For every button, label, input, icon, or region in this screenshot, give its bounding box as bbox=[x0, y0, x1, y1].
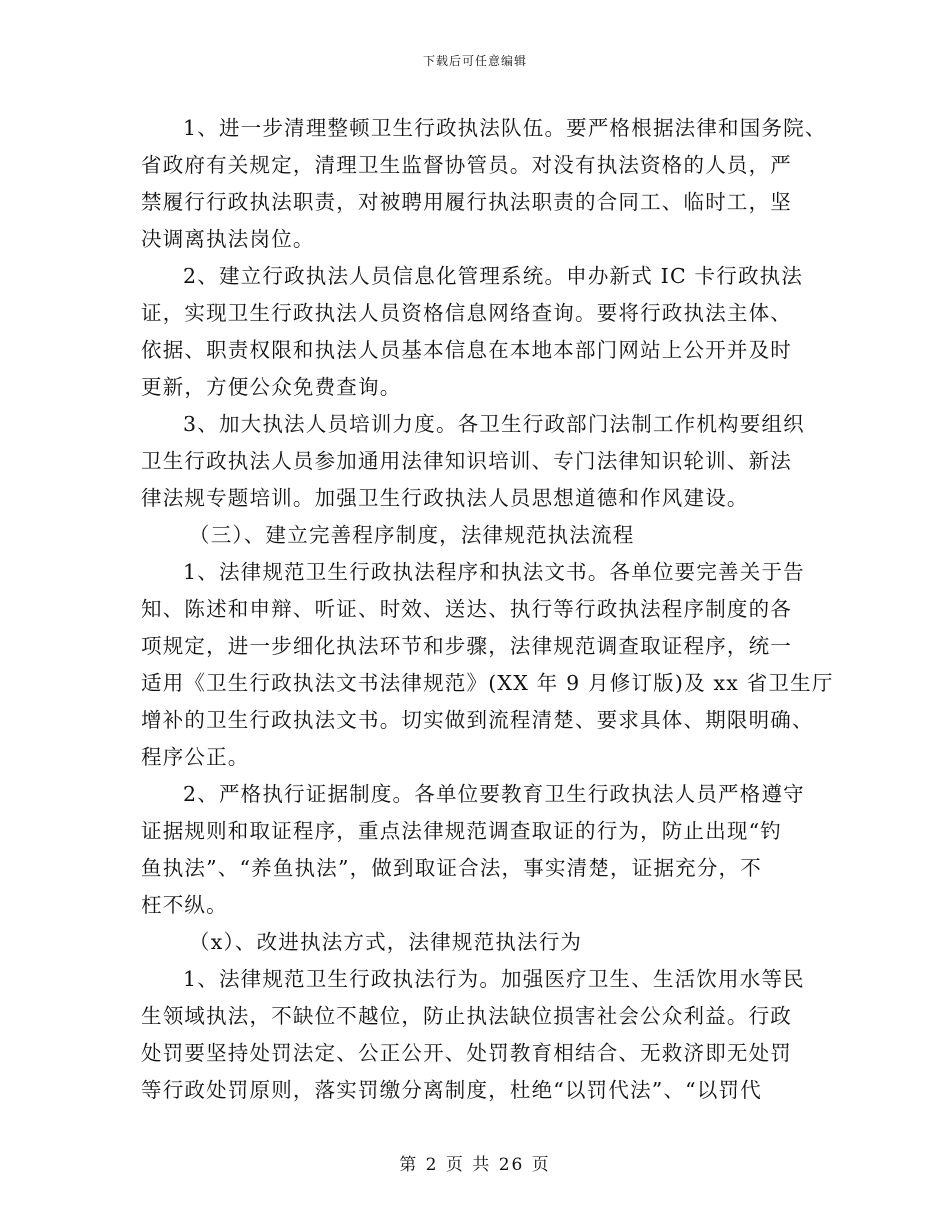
text-line: 处罚要坚持处罚法定、公正公开、处罚教育相结合、无救济即无处罚 bbox=[141, 1041, 792, 1065]
text-line: 2、严格执行证据制度。各单位要教育卫生行政执法人员严格遵守 bbox=[183, 782, 805, 806]
text-line: 证，实现卫生行政执法人员资格信息网络查询。要将行政执法主体、 bbox=[141, 301, 792, 325]
text-line: 1、法律规范卫生行政执法程序和执法文书。各单位要完善关于告 bbox=[183, 560, 805, 584]
text-line: 项规定，进一步细化执法环节和步骤，法律规范调查取证程序，统一 bbox=[141, 634, 792, 658]
text-line: 决调离执法岗位。 bbox=[141, 227, 315, 251]
text-line: 3、加大执法人员培训力度。各卫生行政部门法制工作机构要组织 bbox=[183, 412, 805, 436]
header-note: 下载后可任意编辑 bbox=[422, 54, 527, 68]
section-heading: （x）、改进执法方式，法律规范执法行为 bbox=[189, 930, 583, 954]
text-line: 鱼执法”、“养鱼执法”，做到取证合法，事实清楚，证据充分，不 bbox=[141, 856, 762, 880]
text-line: 程序公正。 bbox=[141, 745, 250, 769]
text-line: 等行政处罚原则，落实罚缴分离制度，杜绝“以罚代法”、“以罚代 bbox=[141, 1078, 762, 1102]
text-line: 证据规则和取证程序，重点法律规范调查取证的行为，防止出现“钓 bbox=[141, 819, 782, 843]
text-line: 禁履行行政执法职责，对被聘用履行执法职责的合同工、临时工，坚 bbox=[141, 190, 792, 214]
text-line: 适用《卫生行政执法文书法律规范》(XX 年 9 月修订版)及 xx 省卫生厅 bbox=[141, 671, 834, 695]
document-body bbox=[141, 110, 834, 1109]
text-line: 1、进一步清理整顿卫生行政执法队伍。要严格根据法律和国务院、 bbox=[183, 116, 827, 140]
text-line: 省政府有关规定，清理卫生监督协管员。对没有执法资格的人员，严 bbox=[141, 153, 792, 177]
text-line: 1、法律规范卫生行政执法行为。加强医疗卫生、生活饮用水等民 bbox=[183, 967, 805, 991]
page-number: 第 2 页 共 26 页 bbox=[399, 1155, 551, 1175]
text-line: 律法规专题培训。加强卫生行政执法人员思想道德和作风建设。 bbox=[141, 486, 749, 510]
text-line: 知、陈述和申辩、听证、时效、送达、执行等行政执法程序制度的各 bbox=[141, 597, 792, 621]
text-line: 依据、职责权限和执法人员基本信息在本地本部门网站上公开并及时 bbox=[141, 338, 792, 362]
text-line: 枉不纵。 bbox=[141, 893, 228, 917]
text-line: 卫生行政执法人员参加通用法律知识培训、专门法律知识轮训、新法 bbox=[141, 449, 792, 473]
text-line: 2、建立行政执法人员信息化管理系统。申办新式 IC 卡行政执法 bbox=[183, 264, 804, 288]
text-line: 生领域执法，不缺位不越位，防止执法缺位损害社会公众利益。行政 bbox=[141, 1004, 792, 1028]
section-heading: （三）、建立完善程序制度，法律规范执法流程 bbox=[189, 523, 635, 547]
text-line: 增补的卫生行政执法文书。切实做到流程清楚、要求具体、期限明确、 bbox=[141, 708, 814, 732]
text-line: 更新，方便公众免费查询。 bbox=[141, 375, 402, 399]
